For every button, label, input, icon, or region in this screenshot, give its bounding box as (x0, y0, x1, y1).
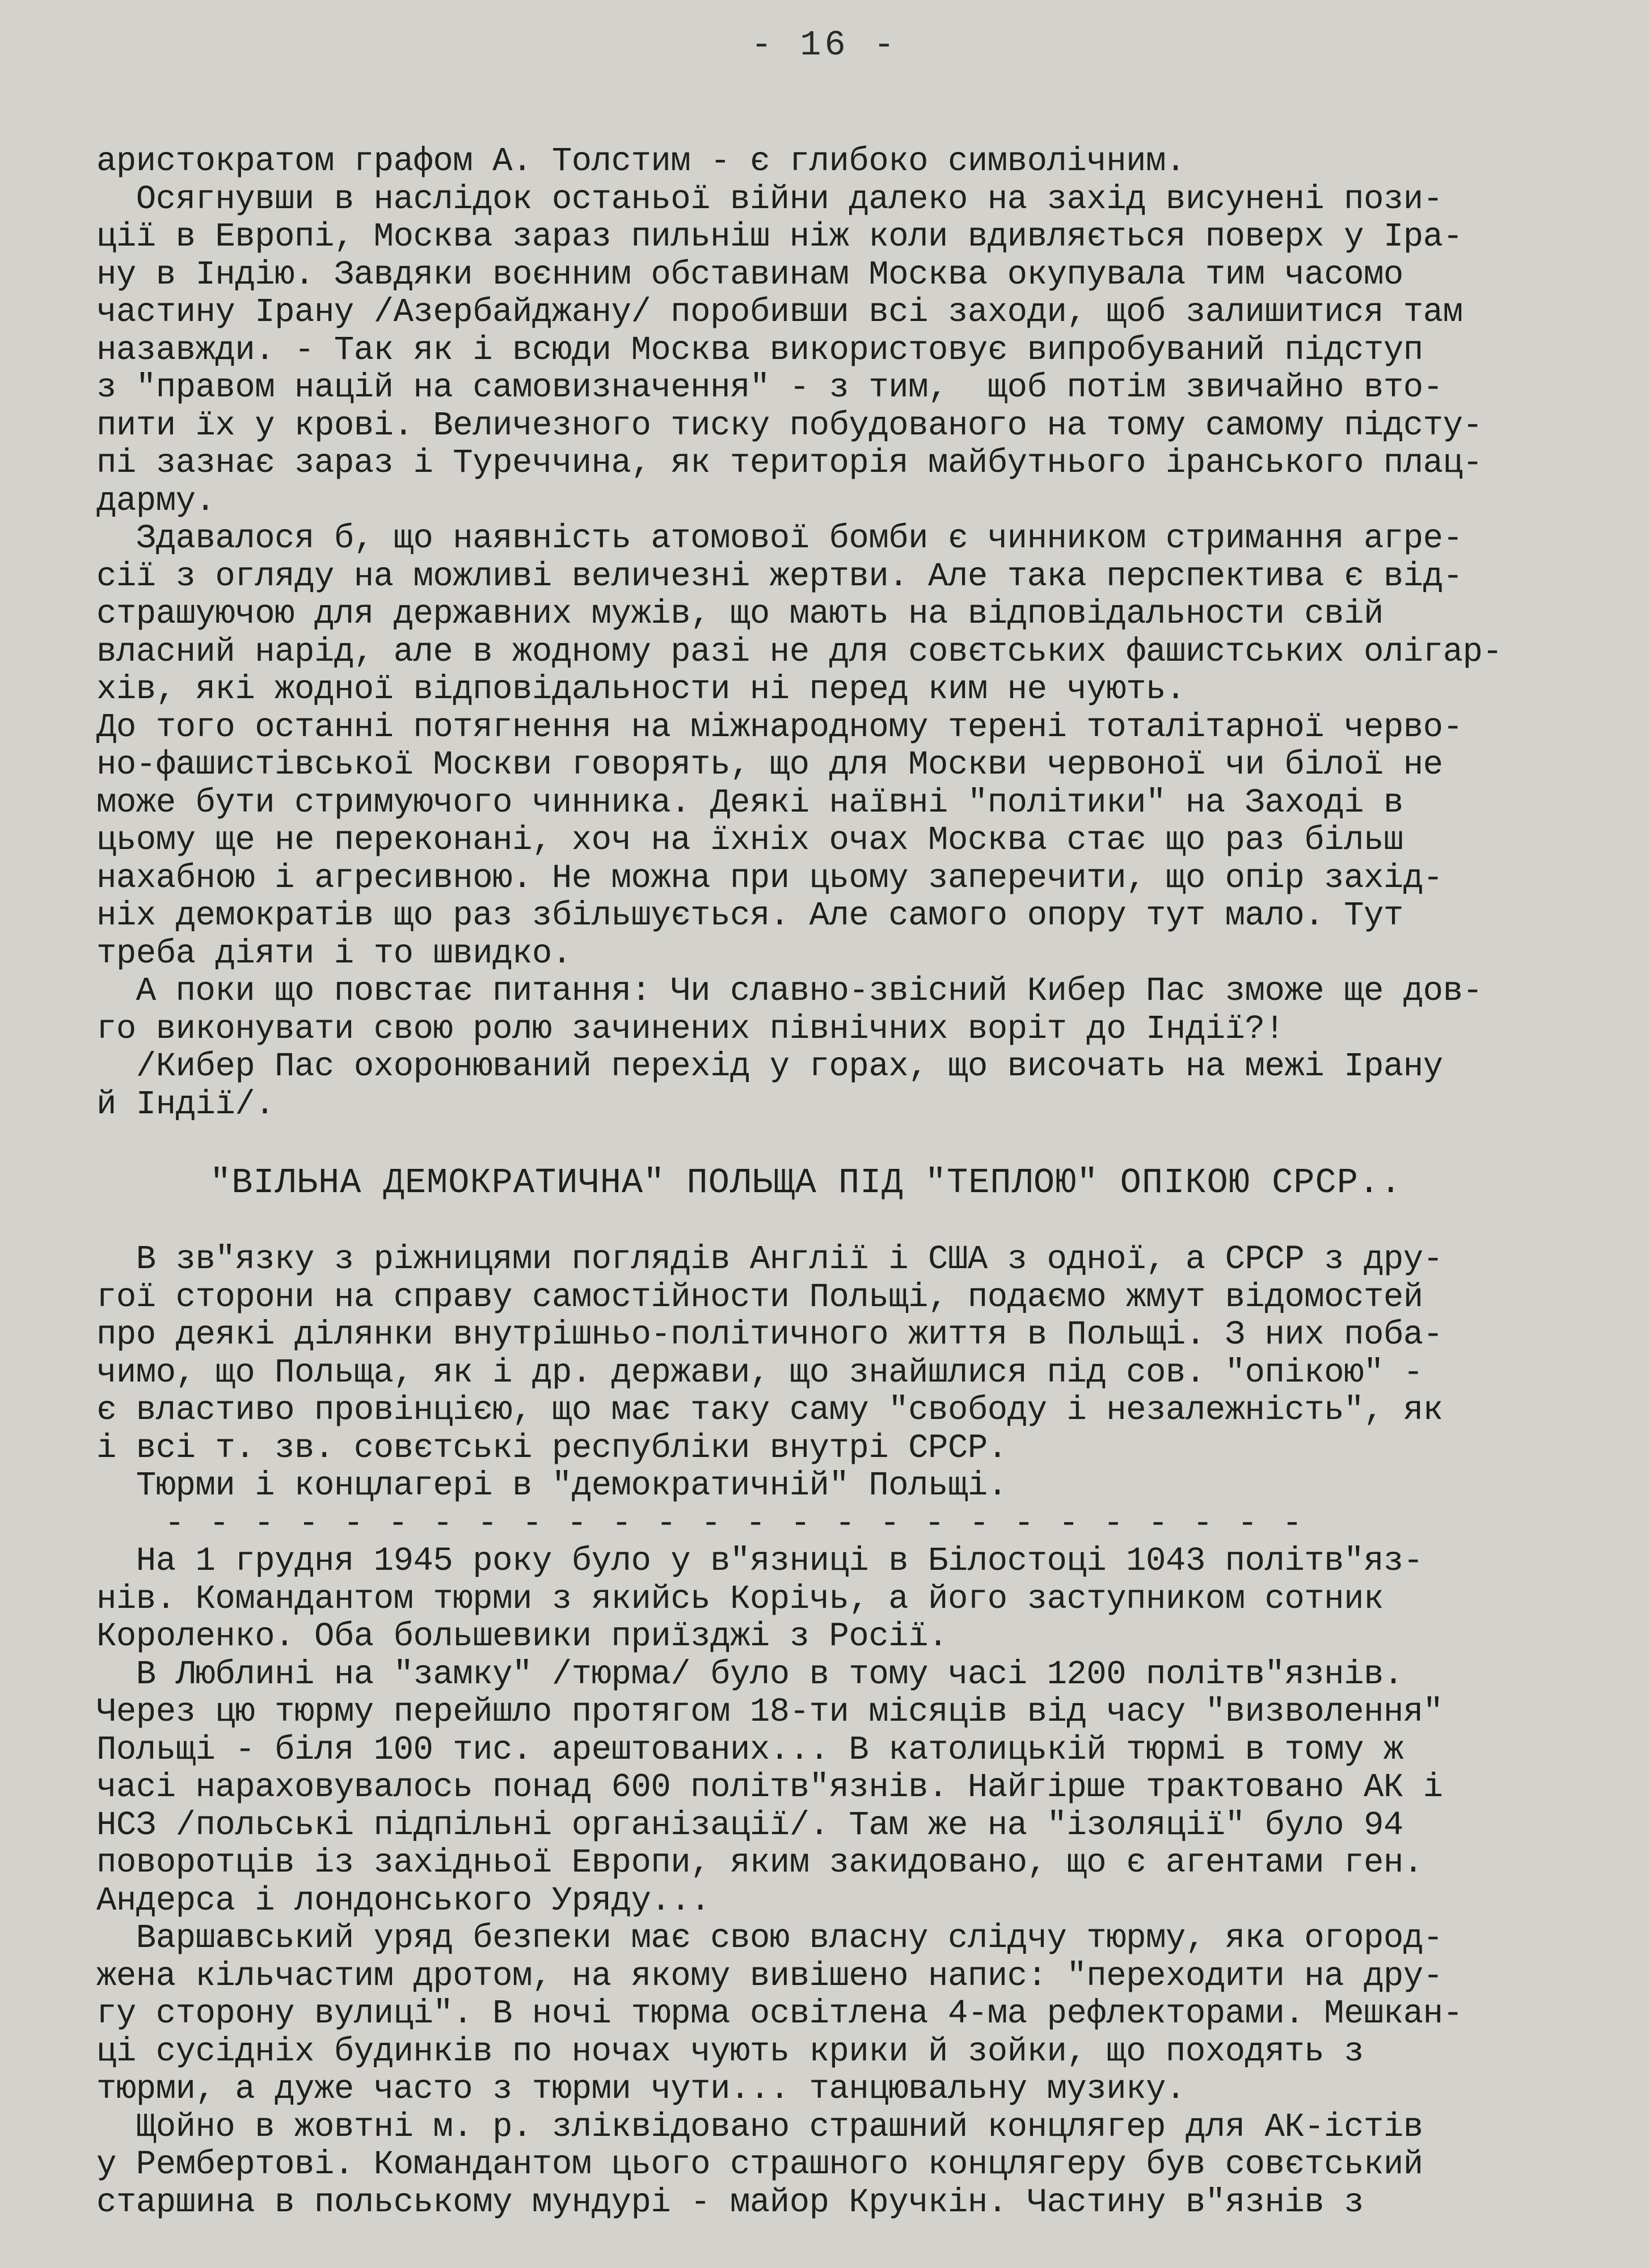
text-line: часі нараховувалось понад 600 політв"язнів. Найгірше трактовано АК і (96, 1769, 1443, 1806)
text-line: страшуючою для державних мужів, що мають на відповідальности свій (96, 595, 1384, 633)
text-line: пити їх у крові. Величезного тиску побудованого на тому самому підсту- (96, 407, 1483, 445)
text-line: власний нарід, але в жодному разі не для совєтських фашистських олігар- (96, 633, 1503, 671)
text-line: Андерса і лондонського Уряду... (96, 1882, 711, 1920)
dashed-underline: - - - - - - - - - - - - - - - - - - - - - - - - - - (165, 1505, 1305, 1543)
text-line: тюрми, а дуже часто з тюрми чути... танцювальну музику. (96, 2071, 1186, 2108)
text-line: Здавалося б, що наявність атомової бомби є чинником стримання агре- (96, 520, 1463, 558)
page-number: - 16 - (750, 25, 899, 65)
text-line: Осягнувши в наслідок останьої війни далеко на захід висунені пози- (96, 180, 1443, 218)
text-line: може бути стримуючого чинника. Деякі наївні "політики" на Заході в (96, 784, 1403, 822)
text-line: ції в Европі, Москва зараз пильніш ніж коли вдивляється поверх у Ірa- (96, 218, 1463, 256)
text-line: про деякі ділянки внутрішньо-політичного життя в Польщі. З них поба- (96, 1316, 1443, 1354)
text-line: А поки що повстає питання: Чи славно-звісний Кибер Пас зможе ще дов- (96, 973, 1483, 1010)
text-line: гої сторони на справу самостійности Польщі, подаємо жмут відомостей (96, 1278, 1423, 1316)
subheading: Тюрми і концлагері в "демократичній" Польщі. (96, 1467, 1007, 1505)
section-heading: "ВІЛЬНА ДЕМОКРАТИЧНА" ПОЛЬЩА ПІД "ТЕПЛОЮ" ОПІКОЮ СРСР.. (210, 1163, 1402, 1203)
text-line: Польщі - біля 100 тис. арештованих... В католицькій тюрмі в тому ж (96, 1731, 1403, 1769)
text-line: До того останні потягнення на міжнародному терені тоталітарної черво- (96, 708, 1463, 746)
text-line: Щойно в жовтні м. р. зліквідовано страшний концлягер для АК-істів (96, 2108, 1423, 2146)
text-line: ці сусідніх будинків по ночах чують крики й зойки, що походять з (96, 2033, 1364, 2071)
text-line: поворотців із західньої Европи, яким закидовано, що є агентами ген. (96, 1844, 1423, 1882)
text-line: гу сторону вулиці". В ночі тюрма освітлена 4-ма рефлекторами. Мешкан- (96, 1995, 1463, 2033)
text-line: НСЗ /польські підпільні організації/. Там же на "ізоляції" було 94 (96, 1806, 1403, 1844)
text-line: цьому ще не переконані, хоч на їхніх очах Москва стає що раз більш (96, 822, 1403, 859)
text-line: з "правом націй на самовизначення" - з тим, щоб потім звичайно вто- (96, 369, 1443, 407)
text-line: сії з огляду на можливі величезні жертви. Але така перспектива є від- (96, 558, 1463, 595)
section-iran-text (96, 143, 1594, 1124)
section-poland-text (96, 1241, 1594, 2221)
text-line: Через цю тюрму перейшло протягом 18-ти місяців від часу "визволення" (96, 1693, 1443, 1731)
text-line: дарму. (96, 482, 216, 520)
text-line: На 1 грудня 1945 року було у в"язниці в Білостоці 1043 політв"яз- (96, 1543, 1423, 1580)
text-line: Короленко. Оба большевики приїзджі з Росії. (96, 1618, 948, 1655)
text-line: нахабною і агресивною. Не можна при цьому заперечити, що опір захід- (96, 859, 1443, 897)
text-line: /Кибер Пас охоронюваний перехід у горах, що височать на межі Ірану (96, 1048, 1443, 1086)
text-line: назавжди. - Так як і всюди Москва використовує випробуваний підступ (96, 331, 1423, 369)
text-line: й Індії/. (96, 1086, 275, 1124)
text-line: го виконувати свою ролю зачинених північних воріт до Індії?! (96, 1010, 1285, 1048)
text-line: Варшавський уряд безпеки має свою власну слідчу тюрму, яка огород- (96, 1920, 1443, 1957)
text-line: нів. Командантом тюрми з якийсь Корічь, а його заступником сотник (96, 1580, 1384, 1618)
text-line: хів, які жодної відповідальности ні перед ким не чують. (96, 671, 1186, 708)
text-line: В Люблині на "замку" /тюрма/ було в тому часі 1200 політв"язнів. (96, 1655, 1403, 1693)
text-line: треба діяти і то швидко. (96, 935, 572, 973)
text-line: ніх демократів що раз збільшується. Але самого опору тут мало. Тут (96, 897, 1403, 935)
text-line: пі зазнає зараз і Туреччина, як територія майбутнього іранського плац- (96, 445, 1483, 482)
text-line: В зв"язку з ріжницями поглядів Англії і США з одної, а СРСР з дру- (96, 1241, 1443, 1278)
text-line: і всі т. зв. совєтські республіки внутрі СРСР. (96, 1429, 1007, 1467)
text-line: частину Ірану /Азербайджану/ поробивши всі заходи, щоб залишитися там (96, 294, 1463, 331)
text-line: чимо, що Польща, як і др. держави, що знайшлися під сов. "опікою" - (96, 1354, 1423, 1392)
text-line: ну в Індію. Завдяки воєнним обставинам Москва окупувала тим часомо (96, 256, 1403, 294)
text-line: у Рембертові. Командантом цього страшного концлягеру був совєтський (96, 2146, 1423, 2183)
text-line: но-фашистівської Москви говорять, що для Москви червоної чи білої не (96, 746, 1443, 784)
text-line: жена кільчастим дротом, на якому вивішено напис: "переходити на дру- (96, 1957, 1443, 1995)
text-line: старшина в польському мундурі - майор Кручкін. Частину в"язнів з (96, 2183, 1364, 2221)
text-line: є властиво провінцією, що має таку саму "свободу і незалежність", як (96, 1392, 1443, 1429)
text-line: аристократом графом А. Толстим - є глибоко символічним. (96, 143, 1186, 180)
